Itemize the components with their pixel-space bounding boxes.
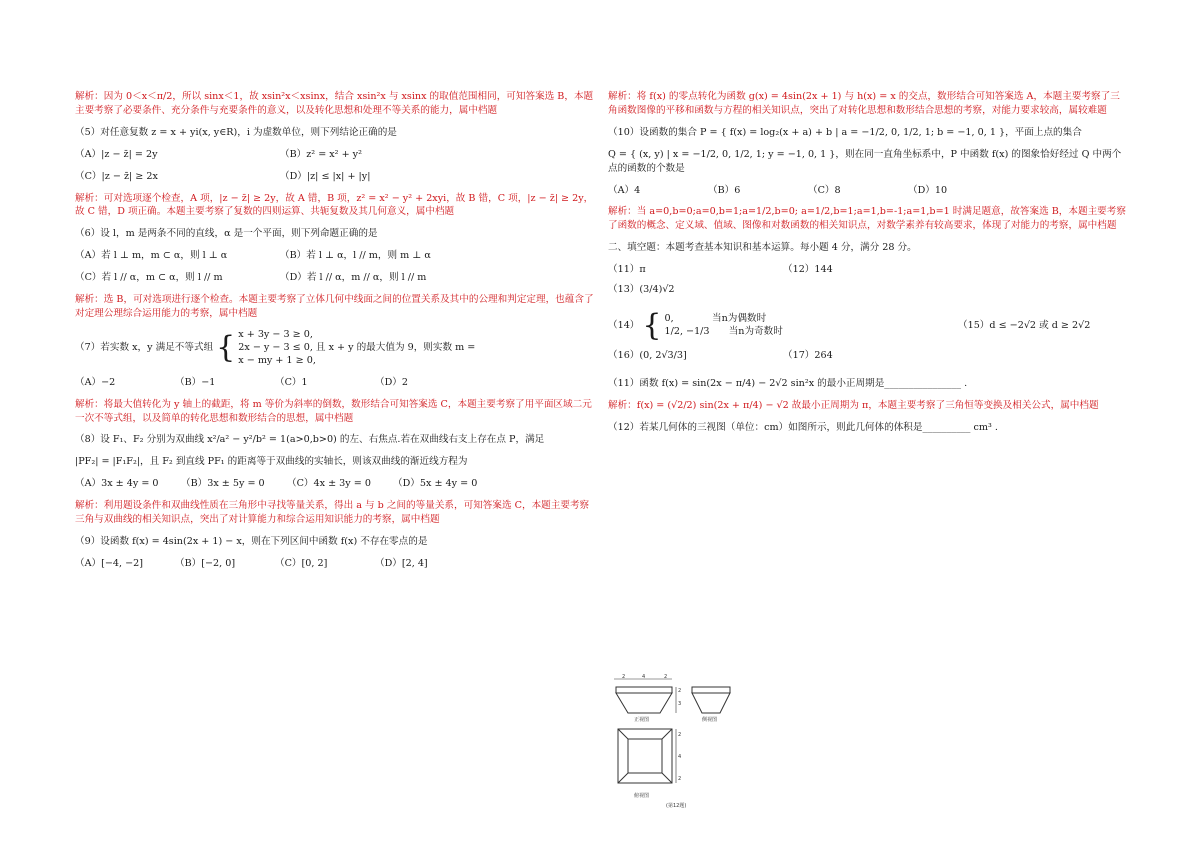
side-view <box>692 687 730 713</box>
q10-option-b: （B）6 <box>708 184 741 196</box>
q7-options <box>75 376 595 390</box>
q8-option-a: （A）3x ± 4y = 0 <box>75 478 159 490</box>
q6-option-c: （C）若 l // α，m ⊂ α，则 l // m <box>75 272 223 284</box>
analysis-q6: 解析：选 B，可对选项进行逐个检查。本题主要考察了立体几何中线面之间的位置关系及其中的公理和判定定理，也蕴含了对定理公理综合运用能力的考察，属中档题 <box>75 294 594 319</box>
analysis-q7: 解析：将最大值转化为 y 轴上的截距，将 m 等价为斜率的倒数，数形结合可知答案选 C，本题主要考察了用平面区域二元一次不等式组，以及简单的转化思想和数形结合的思想，属中档题 <box>75 398 592 424</box>
q8-stem: （8）设 F₁、F₂ 分别为双曲线 x²/a² − y²/b² = 1(a>0,b>0) 的左、右焦点.若在双曲线右支上存在点 P，满足 <box>75 434 545 446</box>
top-view <box>618 729 676 783</box>
q8-option-d: （D）5x ± 4y = 0 <box>393 478 478 490</box>
q7-prefix: （7）若实数 x，y 满足不等式组 <box>75 342 214 354</box>
section-fill-in-heading: 二、填空题：本题考查基本知识和基本运算。每小题 4 分，满分 28 分。 <box>608 242 917 254</box>
q8-stem-continued: |PF₂| = |F₁F₂|，且 F₂ 到直线 PF₁ 的距离等于双曲线的实轴长，则该双曲线的渐近线方程为 <box>75 456 468 468</box>
analysis-q9: 解析：将 f(x) 的零点转化为函数 g(x) = 4sin(2x + 1) 与 h(x) = x 的交点，数形结合可知答案选 A，本题主要考察了三角函数图像的平移和函数与方程的相关知识点，突出了对转化思想和数形结合思想的考察，对能力要求较高，属较难题 <box>608 91 1120 116</box>
q8-option-b: （B）3x ± 5y = 0 <box>181 478 265 490</box>
q5-option-a: （A）|z − z̄| = 2y <box>75 148 158 160</box>
q7-ineq-2: 2x − y − 3 ≤ 0, 且 x + y 的最大值为 9，则实数 m = <box>238 341 476 353</box>
q6-option-a: （A）若 l ⊥ m，m ⊂ α，则 l ⊥ α <box>75 250 228 262</box>
answer-14 <box>608 307 958 343</box>
q10-option-d: （D）10 <box>908 184 948 196</box>
q7-option-d: （D）2 <box>375 376 408 388</box>
q7-inequality-system <box>238 329 475 368</box>
left-brace: { <box>216 330 236 366</box>
front-view <box>614 679 676 713</box>
q7-ineq-1: x + 3y − 3 ≥ 0, <box>238 328 313 340</box>
q10-option-a: （A）4 <box>608 184 641 196</box>
three-view-figure <box>610 673 736 827</box>
q5-options-row1 <box>75 148 595 162</box>
q8-option-c: （C）4x ± 3y = 0 <box>287 478 371 490</box>
q12-stem: （12）若某几何体的三视图（单位：cm）如图所示，则此几何体的体积是__________ cm³ . <box>608 421 998 433</box>
dim-4: 4 <box>642 674 646 680</box>
q9-option-b: （B）[−2, 0] <box>175 557 236 569</box>
q6-options-row1 <box>75 249 595 263</box>
q8-options <box>75 477 595 491</box>
dim-2b: 2 <box>664 674 668 680</box>
q9-stem: （9）设函数 f(x) = 4sin(2x + 1) − x，则在下列区间中函数 f(x) 不存在零点的是 <box>75 535 428 547</box>
figure-caption: (第12题) <box>666 803 687 809</box>
answer-16: （16）(0, 2√3/3] <box>608 349 687 361</box>
q11-stem: （11）函数 f(x) = sin(2x − π/4) − 2√2 sin²x 的最小正周期是________________ . <box>608 377 968 389</box>
left-column <box>75 90 595 579</box>
q7-ineq-3: x − my + 1 ≥ 0, <box>238 354 316 366</box>
q5-option-c: （C）|z − z̄| ≥ 2x <box>75 170 158 182</box>
answer-14-brace: { <box>642 307 662 343</box>
answers-row-1 <box>608 263 1126 303</box>
q10-options <box>608 184 1126 198</box>
dim-v2b: 2 <box>678 776 682 782</box>
answer-12: （12）144 <box>783 264 833 276</box>
q6-stem: （6）设 l，m 是两条不同的直线，α 是一个平面，则下列命题正确的是 <box>75 228 378 240</box>
q9-option-a: （A）[−4, −2] <box>75 557 143 569</box>
q9-option-d: （D）[2, 4] <box>375 557 428 569</box>
analysis-q10: 解析：当 a=0,b=0;a=0,b=1;a=1/2,b=0; a=1/2,b=1;a=1,b=-1;a=1,b=1 时满足题意，故答案选 B，本题主要考察了函数的概念、定义域、值域、图像和对数函数的相关知识点，对数学素养有较高要求，体现了对能力的考察，属中档题 <box>608 206 1126 232</box>
label-front-view: 正视图 <box>634 717 650 723</box>
answers-row-2 <box>608 307 1126 343</box>
answer-14-case-2: 1/2, −1/3 当n为奇数时 <box>664 325 783 337</box>
q7-option-c: （C）1 <box>275 376 308 388</box>
answer-14-cases <box>665 313 783 339</box>
dim-h3: 3 <box>678 701 682 707</box>
answer-15: （15）d ≤ −2√2 或 d ≥ 2√2 <box>958 320 1091 332</box>
q10-stem: （10）设函数的集合 P = { f(x) = log₂(x + a) + b | a = −1/2, 0, 1/2, 1; b = −1, 0, 1 }，平面上点的集合 <box>608 126 1082 138</box>
q6-options-row2 <box>75 271 595 285</box>
q10-stem-continued: Q = { (x, y) | x = −1/2, 0, 1/2, 1; y = −1, 0, 1 }，则在同一直角坐标系中，P 中函数 f(x) 的图象恰好经过 Q 中两个点的函数的个数是 <box>608 148 1122 174</box>
q5-options-row2 <box>75 170 595 184</box>
q6-option-d: （D）若 l // α，m // α，则 l // m <box>280 272 427 284</box>
dim-2a: 2 <box>622 674 626 680</box>
answer-17: （17）264 <box>783 349 833 361</box>
analysis-q11: 解析：f(x) = (√2/2) sin(2x + π/4) − √2 故最小正周期为 π，本题主要考察了三角恒等变换及相关公式，属中档题 <box>608 399 1099 411</box>
answer-14-label: （14） <box>608 320 640 332</box>
q10-option-c: （C）8 <box>808 184 841 196</box>
q7-option-b: （B）−1 <box>175 376 216 388</box>
analysis-q4: 解析：因为 0＜x＜π/2，所以 sinx＜1，故 xsin²x＜xsinx，结合 xsin²x 与 xsinx 的取值范围相同，可知答案选 B，本题主要考察了必要条件、充分条件与充要条件的意义，以及转化思想和处理不等关系的能力，属中档题 <box>75 91 594 116</box>
label-side-view: 侧视图 <box>702 717 718 723</box>
q9-options <box>75 557 595 571</box>
label-top-view: 俯视图 <box>634 793 650 799</box>
right-column <box>608 90 1126 443</box>
dim-v4: 4 <box>678 754 682 760</box>
q6-option-b: （B）若 l ⊥ α，l // m，则 m ⊥ α <box>280 250 431 262</box>
q5-stem: （5）对任意复数 z = x + yi(x, y∈R)，i 为虚数单位，则下列结论正确的是 <box>75 126 397 138</box>
q5-option-b: （B）z² = x² + y² <box>280 148 362 160</box>
dim-h2: 2 <box>678 688 682 694</box>
dim-v2a: 2 <box>678 732 682 738</box>
answer-13: （13）(3/4)√2 <box>608 284 675 296</box>
analysis-q5: 解析：可对选项逐个检查，A 项，|z − z̄| ≥ 2y，故 A 错，B 项，z² = x² − y² + 2xyi，故 B 错，C 项，|z − z̄| ≥ 2y，故 C 错，D 项正确。本题主要考察了复数的四则运算、共轭复数及其几何意义，属中档题 <box>75 192 594 218</box>
analysis-q8: 解析：利用题设条件和双曲线性质在三角形中寻找等量关系，得出 a 与 b 之间的等量关系，可知答案选 C，本题主要考察三角与双曲线的相关知识点，突出了对计算能力和综合运用知识能力的考察，属中档题 <box>75 500 590 526</box>
q7-option-a: （A）−2 <box>75 376 116 388</box>
q9-option-c: （C）[0, 2] <box>275 557 328 569</box>
answer-11: （11）π <box>608 264 646 276</box>
q5-option-d: （D）|z| ≤ |x| + |y| <box>280 170 371 182</box>
q7-stem <box>75 329 595 368</box>
answer-14-case-1: 0, 当n为偶数时 <box>664 313 767 325</box>
answers-row-3 <box>608 349 1126 369</box>
